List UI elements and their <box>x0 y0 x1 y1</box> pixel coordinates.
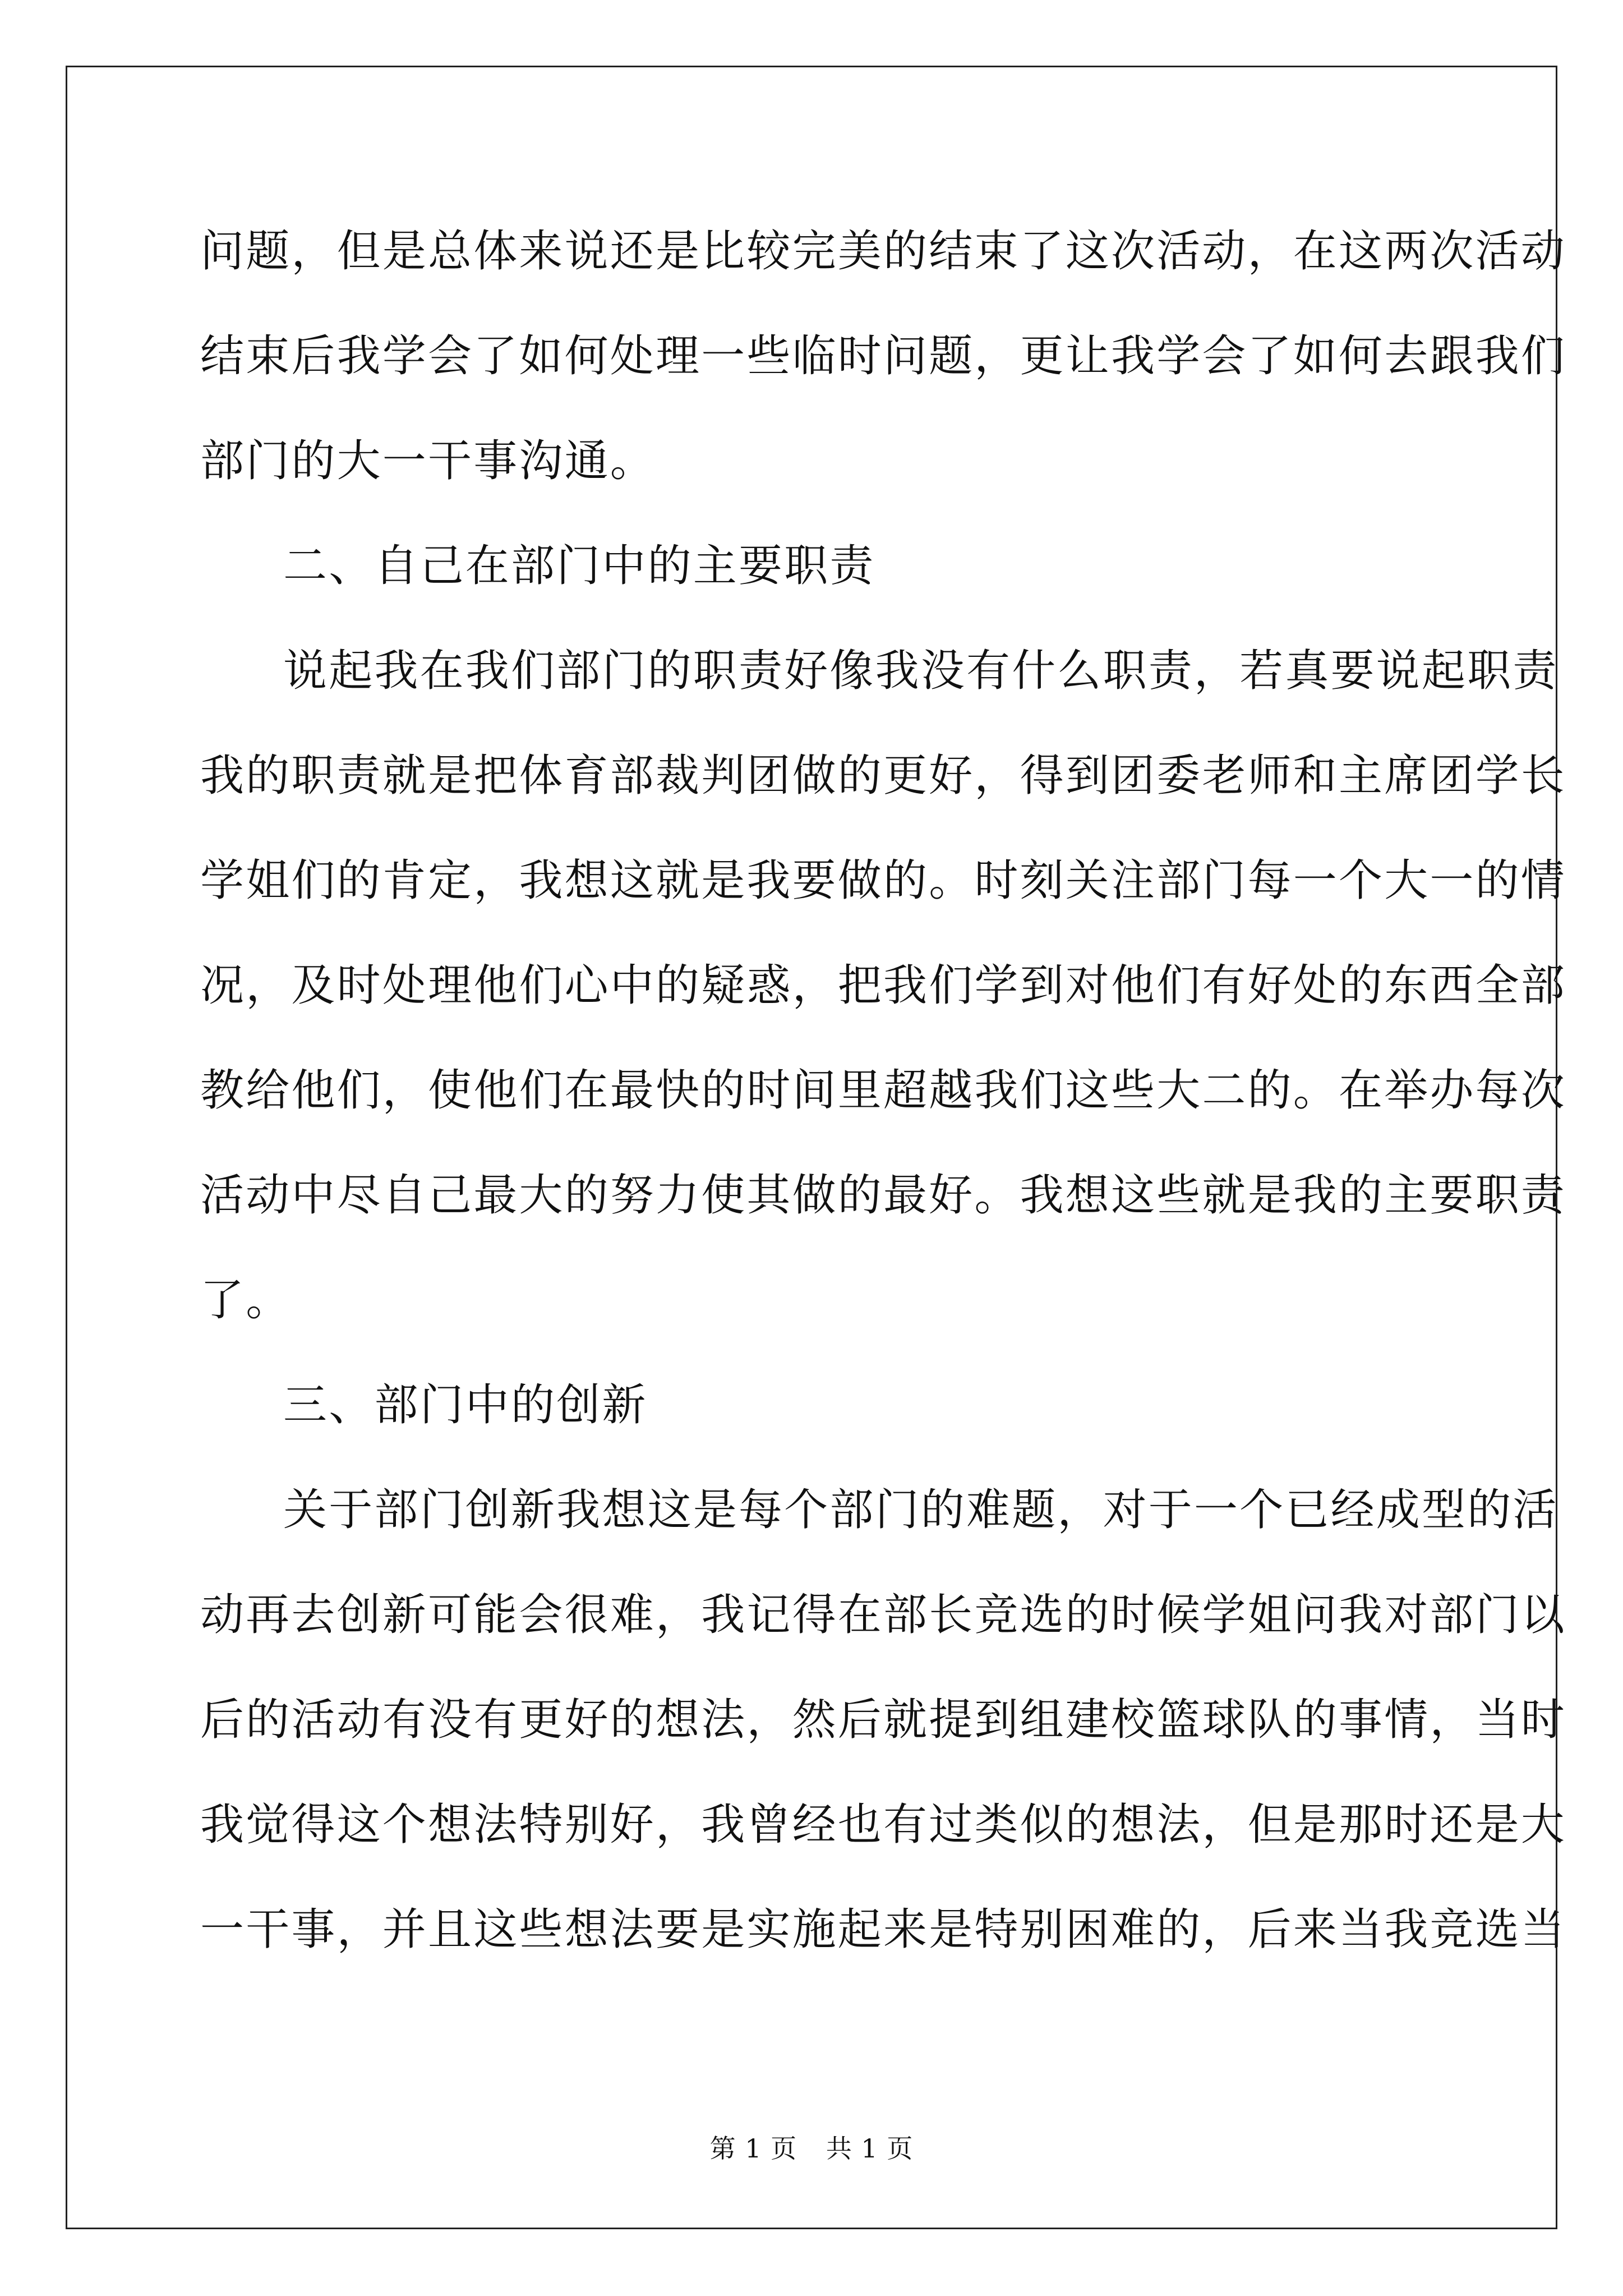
paragraph-line: 我的职责就是把体育部裁判团做的更好，得到团委老师和主席团学长 <box>200 751 1567 801</box>
paragraph-line: 结束后我学会了如何处理一些临时问题，更让我学会了如何去跟我们 <box>200 331 1567 381</box>
section-heading: 二、自己在部门中的主要职责 <box>283 541 875 591</box>
paragraph-line: 动再去创新可能会很难，我记得在部长竞选的时候学姐问我对部门以 <box>200 1590 1567 1640</box>
paragraph-line: 部门的大一干事沟通。 <box>200 436 656 486</box>
page-number: 第 1 页 <box>709 2133 797 2164</box>
paragraph-line: 关于部门创新我想这是每个部门的难题，对于一个已经成型的活 <box>283 1485 1559 1535</box>
paragraph-line: 况，及时处理他们心中的疑惑，把我们学到对他们有好处的东西全部 <box>200 960 1567 1011</box>
paragraph-line: 问题，但是总体来说还是比较完美的结束了这次活动，在这两次活动 <box>200 226 1567 277</box>
section-heading: 三、部门中的创新 <box>283 1380 648 1430</box>
page-footer <box>0 2132 1623 2165</box>
paragraph-line: 说起我在我们部门的职责好像我没有什么职责，若真要说起职责 <box>283 646 1559 696</box>
paragraph-line: 了。 <box>200 1275 292 1326</box>
paragraph-line: 活动中尽自己最大的努力使其做的最好。我想这些就是我的主要职责 <box>200 1170 1567 1221</box>
page-total: 共 1 页 <box>826 2133 914 2164</box>
paragraph-line: 学姐们的肯定，我想这就是我要做的。时刻关注部门每一个大一的情 <box>200 855 1567 906</box>
paragraph-line: 我觉得这个想法特别好，我曾经也有过类似的想法，但是那时还是大 <box>200 1800 1567 1850</box>
paragraph-line: 教给他们，使他们在最快的时间里超越我们这些大二的。在举办每次 <box>200 1065 1567 1116</box>
paragraph-line: 一干事，并且这些想法要是实施起来是特别困难的，后来当我竞选当 <box>200 1904 1567 1955</box>
paragraph-line: 后的活动有没有更好的想法，然后就提到组建校篮球队的事情，当时 <box>200 1695 1567 1745</box>
